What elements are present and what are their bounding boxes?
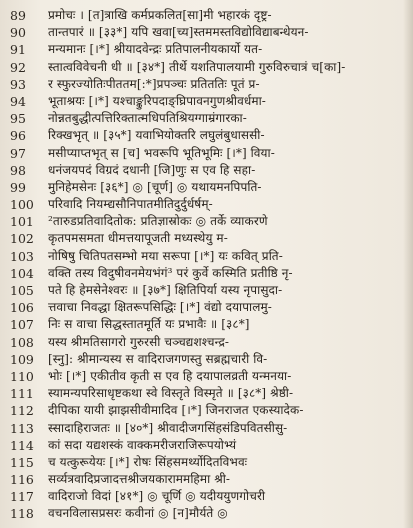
line-number: 114: [10, 437, 34, 453]
line-number: 113: [10, 420, 34, 436]
text-line: [0, 316, 413, 333]
line-number: 115: [10, 454, 34, 470]
line-number: 93: [10, 76, 26, 92]
line-text: पते हि हेमसेनेश्वरः ॥ [३७*] क्षितिपिर्या यस्य नृपासुदा-: [48, 283, 283, 297]
line-text: मुनिहेमसेनः [३६*] ◎ [चूर्ण] ◎ यथायमनपिपति-: [48, 179, 262, 194]
line-number: 107: [10, 317, 34, 333]
line-number: 92: [10, 59, 26, 75]
line-number: 99: [10, 179, 26, 195]
line-text: च यत्कुरूयेयः [।*] रोषः सिंहसमर्थ्योदितविभवः: [48, 454, 248, 469]
text-line: [0, 454, 413, 471]
text-line: [0, 368, 413, 385]
line-number: 100: [10, 197, 34, 213]
line-text: सर्व्यत्रवादिप्रजादत्तश्रीजयकाराममहिमा श्री-: [48, 472, 231, 487]
text-line: [0, 488, 413, 505]
text-line: [0, 334, 413, 351]
line-number: 111: [10, 386, 34, 402]
line-text: मन्यमानः [।*] श्रीयादवेन्द्रः प्रतिपालनीयकार्यो यत-: [48, 42, 263, 57]
line-number: 108: [10, 334, 34, 350]
line-number: 118: [10, 506, 34, 522]
line-text: त्तवाचा निवद्धा क्षितरूपसिद्धिः [।*] वंद्यो दयापालमु-: [48, 300, 272, 315]
text-line: [0, 110, 413, 127]
text-line: [0, 299, 413, 316]
line-number: 117: [10, 489, 34, 505]
text-line: [0, 127, 413, 144]
text-line: [0, 162, 413, 179]
line-text: रिक्खभृत् ॥ [३५*] यवाभियोक्तरि लघुलंबुधाससी-: [48, 128, 265, 143]
line-number: 97: [10, 145, 26, 161]
line-number: 102: [10, 231, 34, 247]
line-text: दीपिका यायी झाझसीवीमादिव [।*] जिनराजत एकस्यादेक-: [48, 403, 304, 418]
line-number: 94: [10, 93, 26, 109]
text-line: [0, 7, 413, 24]
text-line: [0, 76, 413, 93]
text-line: [0, 230, 413, 247]
text-line: [0, 196, 413, 213]
line-text: स्सादाहिराजतः ॥ [४०*] श्रीवादीजगसिंहसंडिपवितसीसु-: [48, 420, 288, 435]
line-number: 98: [10, 162, 26, 178]
line-number: 90: [10, 25, 26, 41]
text-line: [0, 59, 413, 76]
line-text: प्रमोचः । [त]त्राखि कर्मप्रकलित[सा]मी भहारकं दृष्ट्र-: [48, 8, 272, 22]
line-number: 91: [10, 42, 26, 58]
line-text: र स्फुरज्योतिःपीततम[:*]प्रपञ्चः प्रतिततिः पूतं प्र-: [48, 76, 260, 91]
line-number: 112: [10, 403, 34, 419]
text-line: [0, 351, 413, 368]
line-text: भोः [।*] एकीतीव कृती स एव हि दयापालव्रती यन्मनया-: [48, 368, 292, 383]
text-line: [0, 471, 413, 488]
line-text: मसीप्याप्तभृत्‌ स [च] भवरूपि भूतिभूमिः [।*] विया-: [48, 145, 275, 160]
text-line: [0, 505, 413, 522]
line-number: 110: [10, 368, 34, 384]
line-number: 101: [10, 214, 34, 230]
line-number: 95: [10, 111, 26, 127]
text-line: [0, 179, 413, 196]
line-text: कृतपमसमता धीमत्तयापूजती मध्यस्थेयु म-: [48, 231, 228, 246]
line-text: स्तात्वविवेचनी धी ॥ [३४*] तीर्थे यशतिपालयामी गुरुविरुचात्रं च[का]-: [48, 59, 346, 74]
text-line: [0, 145, 413, 162]
line-number: 104: [10, 265, 34, 281]
line-number: 89: [10, 8, 26, 23]
line-number: 106: [10, 300, 34, 316]
line-text: कां सदा यद्यशस्कं वाक्कमरीजराजिरूपयोभ्यं: [48, 437, 237, 452]
line-text: वक्ति तस्य विदुषीवनमेयभंगं³ परं कुर्वे कस्मिति प्रतीष्ठि नृ-: [48, 265, 293, 280]
text-line: [0, 213, 413, 230]
text-line: [0, 24, 413, 41]
line-number: 116: [10, 472, 34, 488]
line-text: नोषिषु चितिपतसम्भो मया सरूपा [।*] यः कवित् प्रति-: [48, 248, 283, 263]
line-text: वचनविलासप्रसरः कवीनां ◎ [न]मौर्यते ◎: [48, 506, 228, 521]
text-line: [0, 93, 413, 110]
line-number: 109: [10, 351, 34, 367]
line-text: यस्य श्रीमतिसागरो गुरुरसी चञ्चद्यशश्चन्द्र-: [48, 334, 230, 349]
line-text: निः स वाचा सिद्धस्तातमूर्ति यः प्रभावैः ॥ [३८*]: [48, 317, 250, 332]
line-text: [स्नु]: श्रीमान्यस्य स वादिराजगणस्तु सब्रह्मचारी वि-: [48, 351, 268, 366]
line-number: 105: [10, 283, 34, 298]
text-line: [0, 385, 413, 402]
inscription-text-block: [0, 7, 413, 523]
text-line: [0, 282, 413, 299]
page-edge-shadow: [403, 0, 413, 528]
line-text: धनंजयपदं विग्रदं दधानी [जि]णुः स एव हि सहा-: [48, 162, 256, 177]
line-number: 96: [10, 128, 26, 144]
text-line: [0, 420, 413, 437]
text-line: [0, 248, 413, 265]
text-line: [0, 265, 413, 282]
line-text: भूताश्रयः [।*] यश्चाङ्कुरिपदाङ्घ्रिपावनगुणश्रीवर्धमा-: [48, 93, 266, 108]
line-text: वादिराजो विदां [४१*] ◎ चूर्णि ◎ यदीययुणगोचरी: [48, 489, 266, 504]
line-text: नोन्नतबुद्धीत्पत्तिरिक्तात्मधिपतिश्रियग्गाम्रंगारका-: [48, 111, 247, 126]
text-line: [0, 437, 413, 454]
text-line: [0, 41, 413, 58]
line-text: तान्तपारं ॥ [३३*] यपि खवा[च्य]स्तममस्तविद्योविद्याबन्धेयन-: [48, 25, 309, 40]
line-text: स्यामन्यपरिसाधृष्टकथा स्वे विस्तृते विस्मृते ॥ [३८*] श्रेष्ठी-: [48, 386, 294, 401]
line-text: परिवादि नियम्द्यसौनिपातमीतिदुर्दुर्धर्षम्-: [48, 197, 213, 212]
line-text: ²तारुडप्रतिवादितोक: प्रतिज्ञास्रोकः ◎ तर्के व्याकरणे: [48, 214, 268, 229]
text-line: [0, 402, 413, 419]
line-number: 103: [10, 248, 34, 264]
